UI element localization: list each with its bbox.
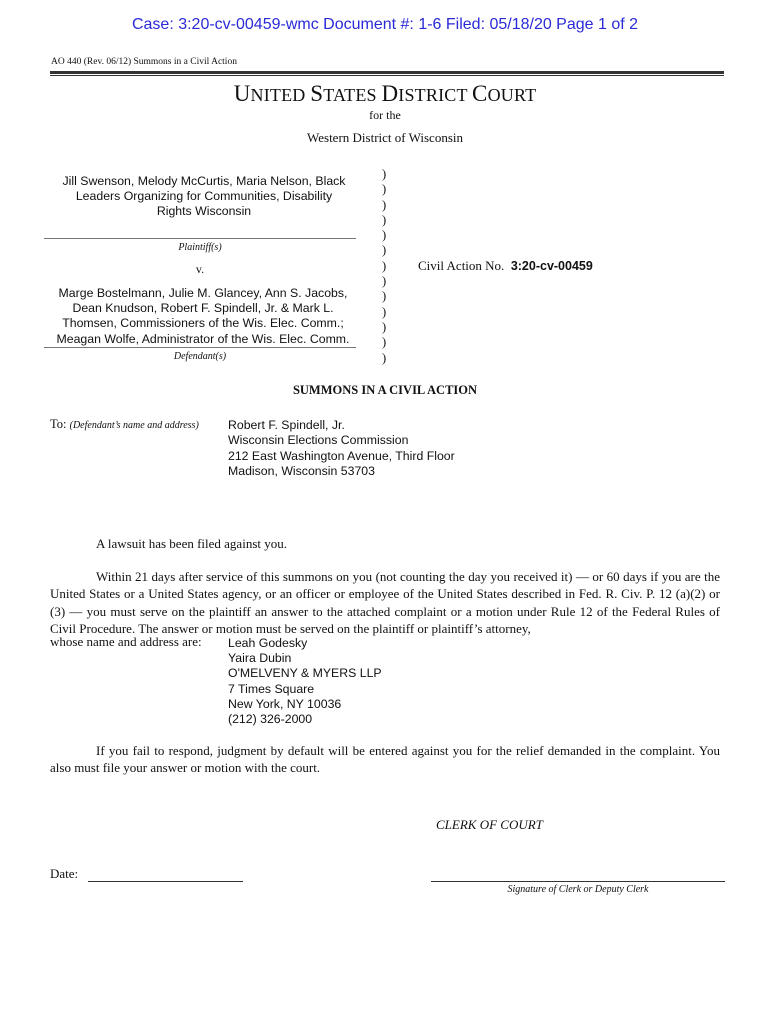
- court-title-initial: D: [381, 81, 399, 106]
- default-judgment-text: If you fail to respond, judgment by default will be entered against you for the relief demanded in the complaint. You also must file your answer or motion with the court.: [50, 743, 720, 776]
- district-name: Western District of Wisconsin: [307, 130, 463, 145]
- attorney-address-line: Leah Godesky: [228, 636, 308, 650]
- defendants-line: Thomsen, Commissioners of the Wis. Elec. Comm.;: [62, 316, 344, 331]
- attorney-address-line: Yaira Dubin: [228, 651, 292, 666]
- versus-text: v.: [195, 262, 205, 276]
- plaintiffs-names: [45, 174, 363, 220]
- for-the-text: for the: [369, 108, 401, 122]
- caption-paren: ): [382, 304, 387, 319]
- court-title-initial: U: [233, 81, 251, 106]
- court-title-initial: S: [310, 81, 324, 106]
- defendants-rule: [44, 347, 356, 348]
- attorney-address: [228, 636, 382, 727]
- defendants-line: Dean Knudson, Robert F. Spindell, Jr. & Mark L.: [72, 301, 334, 316]
- clerk-of-court: CLERK OF COURT: [436, 817, 543, 832]
- default-judgment-warning: [50, 742, 720, 777]
- attorney-address-line: 7 Times Square: [228, 681, 315, 696]
- caption-paren: ): [382, 258, 387, 273]
- attorney-address-line: New York, NY 10036: [228, 696, 342, 711]
- caption-parentheses: [382, 167, 386, 366]
- caption-paren: ): [382, 167, 387, 181]
- plaintiffs-line: Rights Wisconsin: [156, 204, 252, 219]
- caption-paren: ): [382, 182, 387, 197]
- civil-action: [418, 258, 593, 274]
- caption-paren: ): [382, 212, 387, 227]
- civil-action-number: 3:20-cv-00459: [510, 259, 593, 273]
- caption-paren: ): [382, 350, 387, 365]
- court-title: [0, 81, 770, 107]
- whose-name-label: whose name and address are:: [50, 634, 202, 649]
- summons-title: SUMMONS IN A CIVIL ACTION: [292, 383, 478, 397]
- defendant-address-line: Robert F. Spindell, Jr.: [228, 418, 345, 432]
- lawsuit-notice: A lawsuit has been filed against you.: [96, 536, 287, 551]
- defendant-address-line: 212 East Washington Avenue, Third Floor: [228, 448, 455, 463]
- to-label: [50, 417, 199, 432]
- defendant-address-line: Wisconsin Elections Commission: [228, 433, 409, 448]
- header-rule-thick: [50, 71, 724, 74]
- caption-paren: ): [382, 289, 387, 304]
- defendant-address-line: Madison, Wisconsin 53703: [228, 463, 375, 478]
- caption-paren: ): [382, 228, 387, 243]
- court-title-segment: NITED: [250, 85, 311, 105]
- signature-line: [431, 881, 725, 882]
- date-line: [88, 881, 243, 882]
- court-title-segment: ISTRICT: [398, 85, 473, 105]
- court-title-initial: C: [472, 81, 488, 106]
- court-title-segment: OURT: [487, 85, 537, 105]
- plaintiffs-label: Plaintiff(s): [178, 242, 222, 253]
- response-instructions: [50, 568, 720, 637]
- signature-label: Signature of Clerk or Deputy Clerk: [507, 884, 649, 895]
- to-text: To:: [50, 417, 67, 431]
- caption-paren: ): [382, 243, 387, 258]
- to-hint: (Defendant’s name and address): [69, 420, 199, 431]
- caption-paren: ): [382, 274, 387, 289]
- attorney-address-line: O'MELVENY & MYERS LLP: [228, 666, 382, 681]
- plaintiffs-rule: [44, 238, 356, 239]
- caption-paren: ): [382, 197, 387, 212]
- header-rule-thin: [50, 75, 724, 76]
- court-title-segment: TATES: [323, 85, 382, 105]
- case-header-stamp: Case: 3:20-cv-00459-wmc Document #: 1-6 Filed: 05/18/20 Page 1 of 2: [131, 16, 639, 33]
- defendants-line: Meagan Wolfe, Administrator of the Wis. Elec. Comm.: [56, 331, 350, 346]
- civil-action-label: Civil Action No.: [418, 258, 505, 273]
- caption-paren: ): [382, 319, 387, 334]
- plaintiffs-line: Jill Swenson, Melody McCurtis, Maria Nelson, Black: [62, 174, 346, 188]
- defendants-line: Marge Bostelmann, Julie M. Glancey, Ann S. Jacobs,: [58, 286, 348, 300]
- attorney-address-line: (212) 326-2000: [228, 712, 313, 727]
- defendant-address: [228, 418, 455, 479]
- caption-paren: ): [382, 335, 387, 350]
- defendants-label: Defendant(s): [173, 351, 227, 362]
- response-instructions-text: Within 21 days after service of this summons on you (not counting the day you received it) — or 60 days if you are the United States or a United States agency, or an officer or employee of the United States described in Fed. R. Civ. P. 12 (a)(2) or (3) — you must serve on the plaintiff an answer to the attached complaint or a motion under Rule 12 of the Federal Rules of Civil Procedure. The answer or motion must be served on the plaintiff or plaintiff’s attorney,: [50, 569, 720, 636]
- defendants-names: [44, 286, 362, 347]
- plaintiffs-line: Leaders Organizing for Communities, Disability: [75, 189, 333, 204]
- date-label: Date:: [50, 866, 79, 881]
- form-identifier: AO 440 (Rev. 06/12) Summons in a Civil Action: [51, 57, 237, 67]
